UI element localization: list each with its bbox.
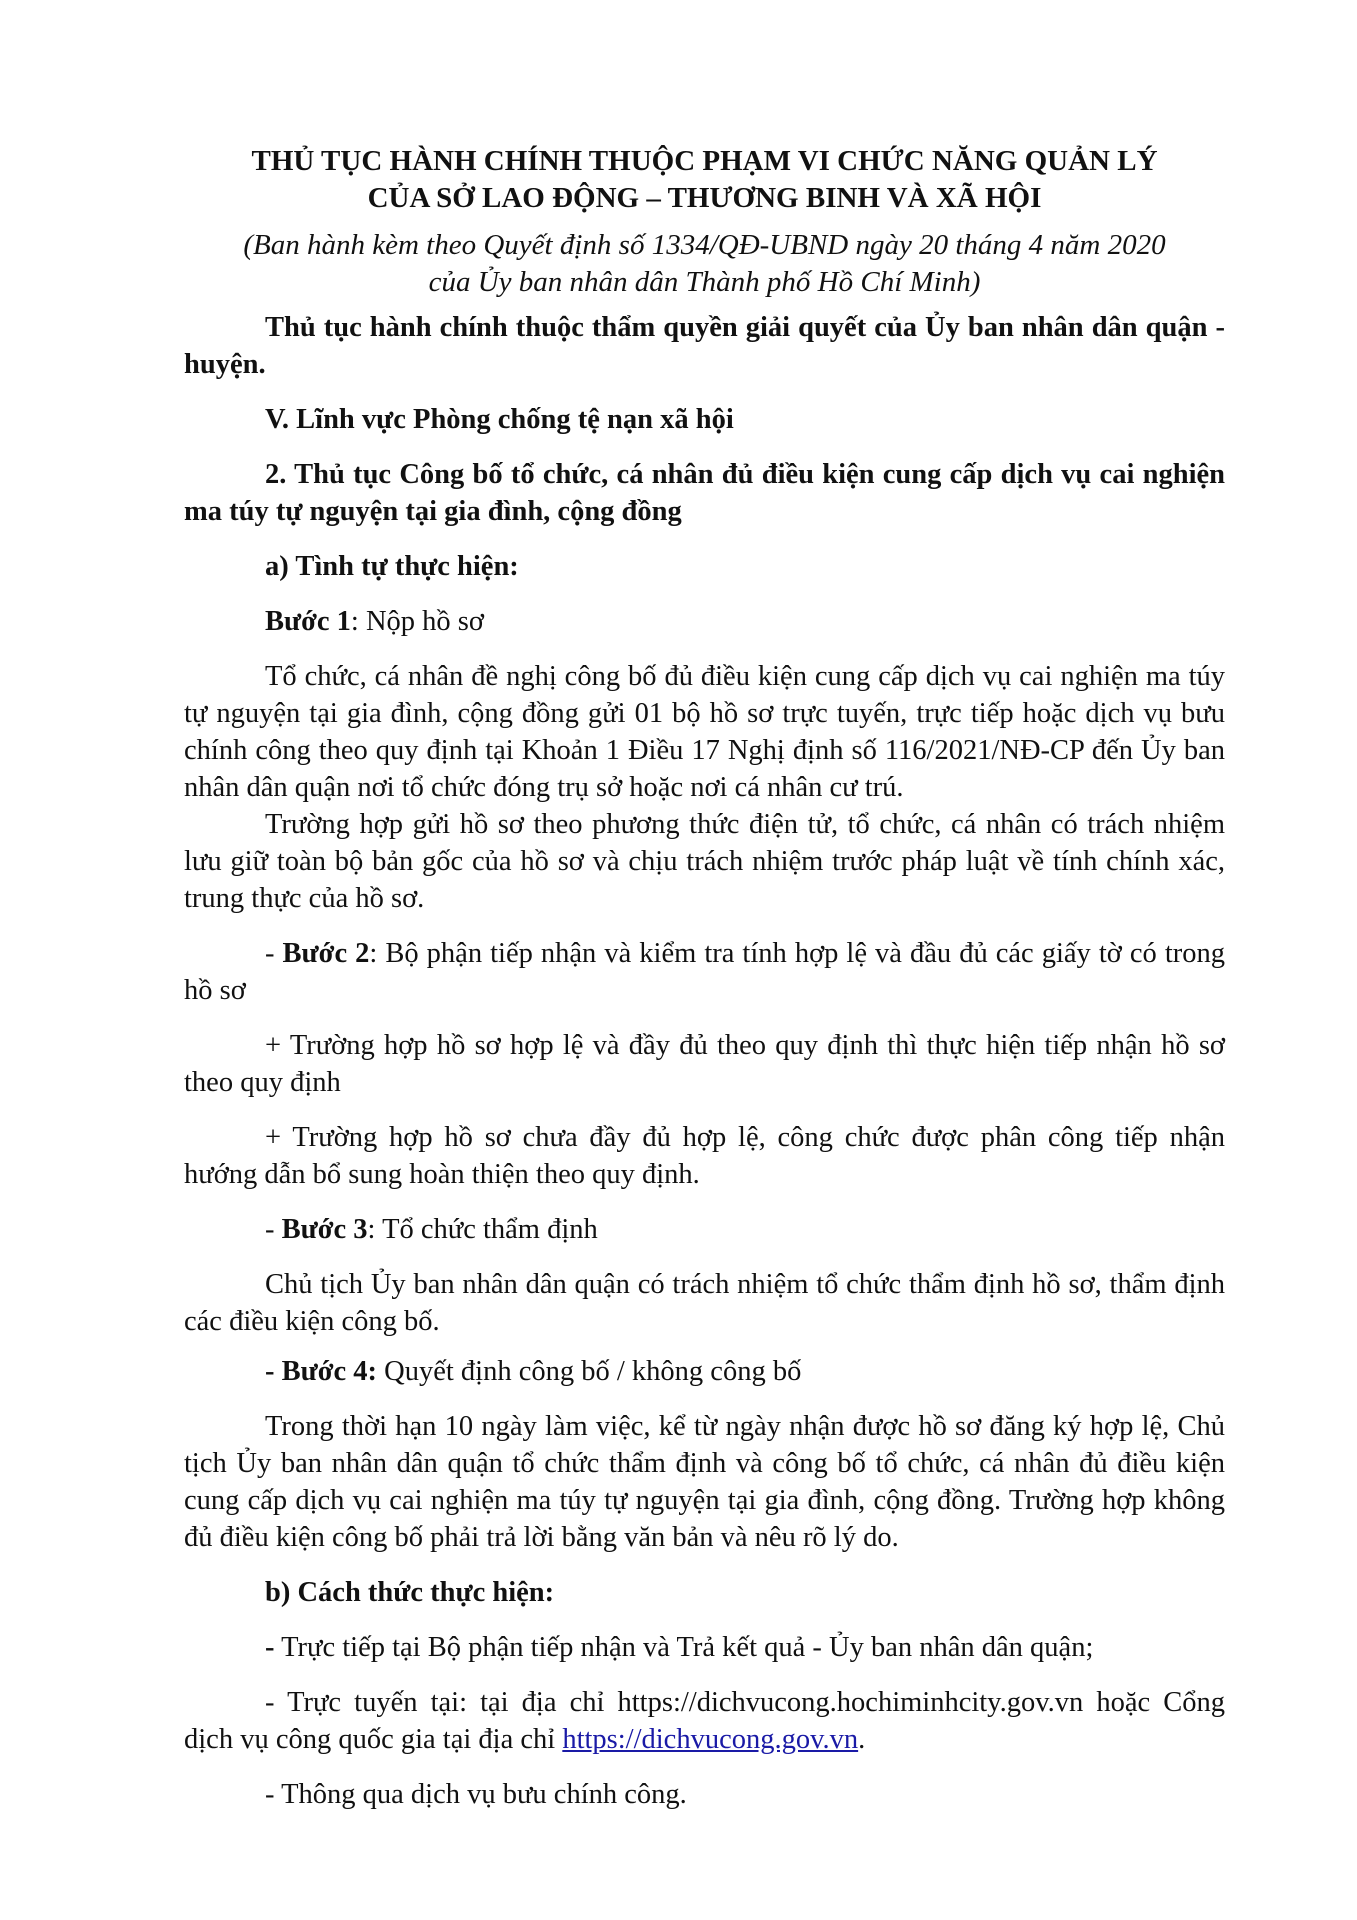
step-2-label: Bước 2	[282, 938, 370, 969]
method-in-person-dash: -	[265, 1632, 275, 1663]
subtitle-line-1: (Ban hành kèm theo Quyết định số 1334/QĐ-UBND ngày 20 tháng 4 năm 2020	[243, 229, 1166, 261]
step-3-label: Bước 3	[281, 1214, 368, 1245]
method-in-person-text: Trực tiếp tại Bộ phận tiếp nhận và Trả kết quả - Ủy ban nhân dân quận;	[274, 1632, 1094, 1663]
step-3-paragraph: Chủ tịch Ủy ban nhân dân quận có trách nhiệm tổ chức thẩm định hồ sơ, thẩm định các điều kiện công bố.	[184, 1269, 1225, 1337]
section-b-heading: b) Cách thức thực hiện:	[265, 1577, 555, 1608]
step-4-label: - Bước 4:	[265, 1356, 378, 1387]
step-4-line	[184, 1353, 1225, 1390]
step-1-line	[184, 603, 1225, 640]
step-1-paragraph-2: Trường hợp gửi hồ sơ theo phương thức điện tử, tổ chức, cá nhân có trách nhiệm lưu giữ toàn bộ bản gốc của hồ sơ và chịu trách nhiệm trước pháp luật về tính chính xác, trung thực của hồ sơ.	[184, 809, 1225, 914]
step-4-text: Quyết định công bố / không công bố	[377, 1356, 802, 1387]
method-online	[184, 1684, 1225, 1758]
section-a-heading: a) Tình tự thực hiện:	[265, 551, 519, 582]
step-2-line	[184, 935, 1225, 1009]
step-2-prefix: -	[265, 938, 283, 969]
method-online-text: - Trực tuyến tại: tại địa chỉ https://dichvucong.hochiminhcity.gov.vn hoặc Cổng dịch vụ công quốc gia tại địa chỉ	[184, 1687, 1225, 1755]
national-portal-link[interactable]: https://dichvucong.gov.vn	[562, 1724, 859, 1755]
title-line-2: CỦA SỞ LAO ĐỘNG – THƯƠNG BINH VÀ XÃ HỘI	[367, 182, 1042, 214]
step-4-paragraph: Trong thời hạn 10 ngày làm việc, kể từ ngày nhận được hồ sơ đăng ký hợp lệ, Chủ tịch Ủy ban nhân dân quận tổ chức thẩm định và công bố tổ chức, cá nhân đủ điều kiện cung cấp dịch vụ cai nghiện ma túy tự nguyện tại gia đình, cộng đồng. Trường hợp không đủ điều kiện công bố phải trả lời bằng văn bản và nêu rõ lý do.	[184, 1411, 1225, 1553]
method-in-person	[184, 1629, 1225, 1666]
heading-field: V. Lĩnh vực Phòng chống tệ nạn xã hội	[265, 404, 734, 435]
step-1-label: Bước 1	[265, 606, 351, 637]
step-3-text: : Tổ chức thẩm định	[367, 1214, 598, 1245]
step-2-bullet-1: + Trường hợp hồ sơ hợp lệ và đầy đủ theo quy định thì thực hiện tiếp nhận hồ sơ theo quy định	[184, 1030, 1225, 1098]
method-postal: - Thông qua dịch vụ bưu chính công.	[265, 1779, 687, 1810]
title-line-1: THỦ TỤC HÀNH CHÍNH THUỘC PHẠM VI CHỨC NĂNG QUẢN LÝ	[251, 145, 1158, 177]
method-online-suffix: .	[858, 1724, 866, 1755]
step-2-bullet-2: + Trường hợp hồ sơ chưa đầy đủ hợp lệ, công chức được phân công tiếp nhận hướng dẫn bổ sung hoàn thiện theo quy định.	[184, 1122, 1225, 1190]
subtitle-line-2: của Ủy ban nhân dân Thành phố Hồ Chí Minh)	[428, 266, 981, 298]
step-2-text: : Bộ phận tiếp nhận và kiểm tra tính hợp lệ và đầu đủ các giấy tờ có trong hồ sơ	[184, 938, 1225, 1006]
step-3-prefix: -	[265, 1214, 282, 1245]
heading-procedure: 2. Thủ tục Công bố tổ chức, cá nhân đủ điều kiện cung cấp dịch vụ cai nghiện ma túy tự nguyện tại gia đình, cộng đồng	[184, 459, 1225, 527]
heading-authority: Thủ tục hành chính thuộc thẩm quyền giải quyết của Ủy ban nhân dân quận - huyện.	[184, 312, 1225, 380]
step-1-paragraph-1: Tổ chức, cá nhân đề nghị công bố đủ điều kiện cung cấp dịch vụ cai nghiện ma túy tự nguyện tại gia đình, cộng đồng gửi 01 bộ hồ sơ trực tuyến, trực tiếp hoặc dịch vụ bưu chính công theo quy định tại Khoản 1 Điều 17 Nghị định số 116/2021/NĐ-CP đến Ủy ban nhân dân quận nơi tổ chức đóng trụ sở hoặc nơi cá nhân cư trú.	[184, 661, 1225, 803]
step-3-line	[184, 1211, 1225, 1248]
step-1-text: : Nộp hồ sơ	[350, 606, 484, 637]
